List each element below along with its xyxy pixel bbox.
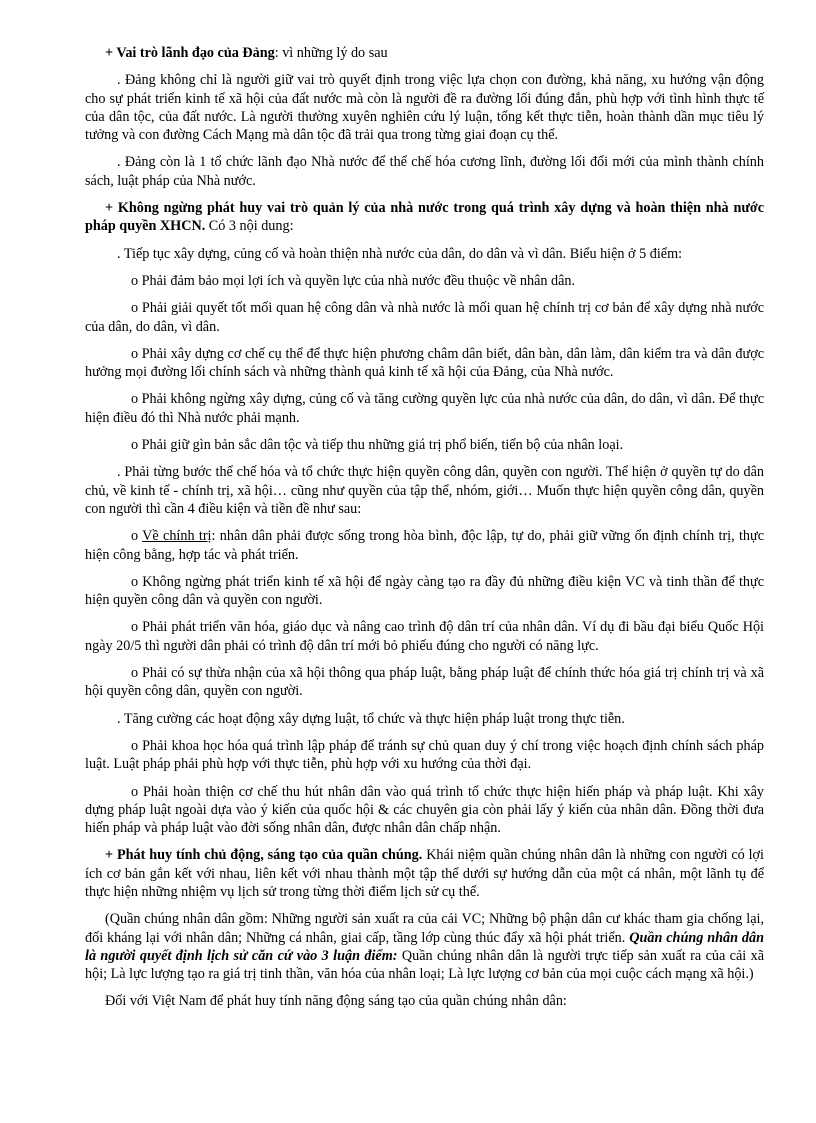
masses-composition-text: (Quần chúng nhân dân gồm: Những người sản xuất ra của cải VC; Những bộ phận dân cư khác tham gia chống lại, đối kháng lại với nhân dân; Những cá nhân, giai cấp, tầng lớp cùng thúc đẩy xã hội phát triển. [85,911,764,946]
list-item: o Phải giải quyết tốt mối quan hệ công dân và nhà nước là mối quan hệ chính trị cơ bản để xây dựng nhà nước của dân, do dân, vì dân. [85,300,764,335]
paragraph-masses-composition [85,910,764,983]
list-item: o Phải giữ gìn bản sắc dân tộc và tiếp thu những giá trị phổ biến, tiến bộ của nhân loại. [131,437,624,454]
list-item [85,527,764,564]
bullet: o [131,528,143,545]
party-leadership-intro: : vì những lý do sau [274,45,388,61]
paragraph-state-management-heading [85,199,764,236]
paragraph-masses-heading [85,846,764,901]
state-management-heading: + Không ngừng phát huy vai trò quản lý của nhà nước trong quá trình xây dựng và hoàn thiện nhà nước pháp quyền XHCN. [85,200,764,235]
paragraph-civil-rights: . Phải từng bước thể chế hóa và tổ chức thực hiện quyền công dân, quyền con người. Thể hiện ở quyền tự do dân chủ, về kinh tế - chính trị, xã hội… cũng như quyền của tập thể, nhóm, giới… Muốn thực hiện quyền công dân, quyền con người thì cần 4 điều kiện và tiền đề như sau: [85,464,764,517]
paragraph-party-role-1: . Đảng không chỉ là người giữ vai trò quyết định trong việc lựa chọn con đường, khả năng, xu hướng vận động cho sự phát triển kinh tế xã hội của đất nước mà còn là người đề ra đường lối đúng đắn, phù hợp với tình hình thực tế của dân tộc, của đất nước. Là người thường xuyên nghiên cứu lý luận, tổng kết thực tiễn, hoàn thành dần mục tiêu lý tưởng và con đường Cách Mạng mà dân tộc đã trải qua trong từng giai đoạn cụ thể. [85,72,764,144]
state-management-intro: Có 3 nội dung: [205,218,294,235]
paragraph-lawmaking: . Tăng cường các hoạt động xây dựng luật, tổ chức và thực hiện pháp luật trong thực tiễn. [117,710,625,727]
paragraph-vietnam-masses: Đối với Việt Nam để phát huy tính năng động sáng tạo của quần chúng nhân dân: [105,993,567,1010]
list-item: o Phải khoa học hóa quá trình lập pháp để tránh sự chủ quan duy ý chí trong việc hoạch định chính sách pháp luật. Luật pháp phải phù hợp với thực tiễn, phù hợp với xu hướng của thời đại. [85,737,764,773]
paragraph-build-state: . Tiếp tục xây dựng, củng cố và hoàn thiện nhà nước của dân, do dân và vì dân. Biểu hiện ở 5 điểm: [117,245,683,262]
masses-thesis-emphasis: Quần chúng nhân dân là người quyết định lịch sử căn cứ vào 3 luận điểm: [85,929,764,964]
paragraph-party-leadership-heading [85,44,764,62]
list-item: o Phải hoàn thiện cơ chế thu hút nhân dân vào quá trình tổ chức thực hiện hiến pháp và pháp luật. Khi xây dựng pháp luật ngoài dựa vào ý kiến của quốc hội & các chuyên gia còn phải lấy ý kiến của nhân dân. Đồng thời đưa hiến pháp và pháp luật vào đời sống nhân dân, được nhân dân chấp nhận. [85,783,764,837]
list-item: o Phải xây dựng cơ chế cụ thể để thực hiện phương châm dân biết, dân bàn, dân làm, dân kiểm tra và dân được hưởng mọi đường lối chính sách và những thành quả kinh tế xã hội của Đảng, của Nhà nước. [85,345,764,381]
masses-thesis-text: Quần chúng nhân dân là người trực tiếp sản xuất ra của cải xã hội; Là lực lượng tạo ra giá trị tinh thần, văn hóa của nhân loại; Là lực lượng cơ bản của mọi cuộc cách mạng xã hội.) [85,947,764,983]
politics-label: Về chính trị [142,528,212,545]
party-leadership-heading: + Vai trò lãnh đạo của Đảng [105,45,275,61]
list-item: o Không ngừng phát triển kinh tế xã hội để ngày càng tạo ra đầy đủ những điều kiện VC và tinh thần để thực hiện quyền công dân và quyền con người. [85,573,764,609]
list-item: o Phải không ngừng xây dựng, củng cố và tăng cường quyền lực của nhà nước của dân, do dân, vì dân. Để thực hiện điều đó thì Nhà nước phải mạnh. [85,391,764,426]
list-item: o Phải có sự thừa nhận của xã hội thông qua pháp luật, bằng pháp luật để chính thức hóa giá trị chính trị và xã hội quyền công dân, quyền con người. [85,665,764,700]
masses-definition: Khái niệm quần chúng nhân dân là những con người có lợi ích cơ bản gắn kết với nhau, liên kết với nhau thành một tập thể dưới sự hướng dẫn của một cá nhân, một lãnh tụ để thực hiện những nhiệm vụ lịch sử trong từng thời điểm lịch sử cụ thể. [85,847,764,900]
list-item: o Phải đảm bảo mọi lợi ích và quyền lực của nhà nước đều thuộc về nhân dân. [131,272,576,289]
list-item: o Phải phát triển văn hóa, giáo dục và nâng cao trình độ dân trí của nhân dân. Ví dụ đi bầu đại biểu Quốc Hội ngày 20/5 thì người dân phải có trình độ dân trí mới bỏ phiếu đúng cho người có năng lực. [85,619,764,654]
politics-text: : nhân dân phải được sống trong hòa bình, độc lập, tự do, phải giữ vững ổn định chính trị, thực hiện công bằng, hợp tác và phát triển. [85,528,764,563]
masses-heading: + Phát huy tính chủ động, sáng tạo của quần chúng. [105,847,423,864]
paragraph-party-role-2: . Đảng còn là 1 tổ chức lãnh đạo Nhà nước để thể chế hóa cương lĩnh, đường lối đổi mới của mình thành chính sách, luật pháp của Nhà nước. [85,154,764,189]
